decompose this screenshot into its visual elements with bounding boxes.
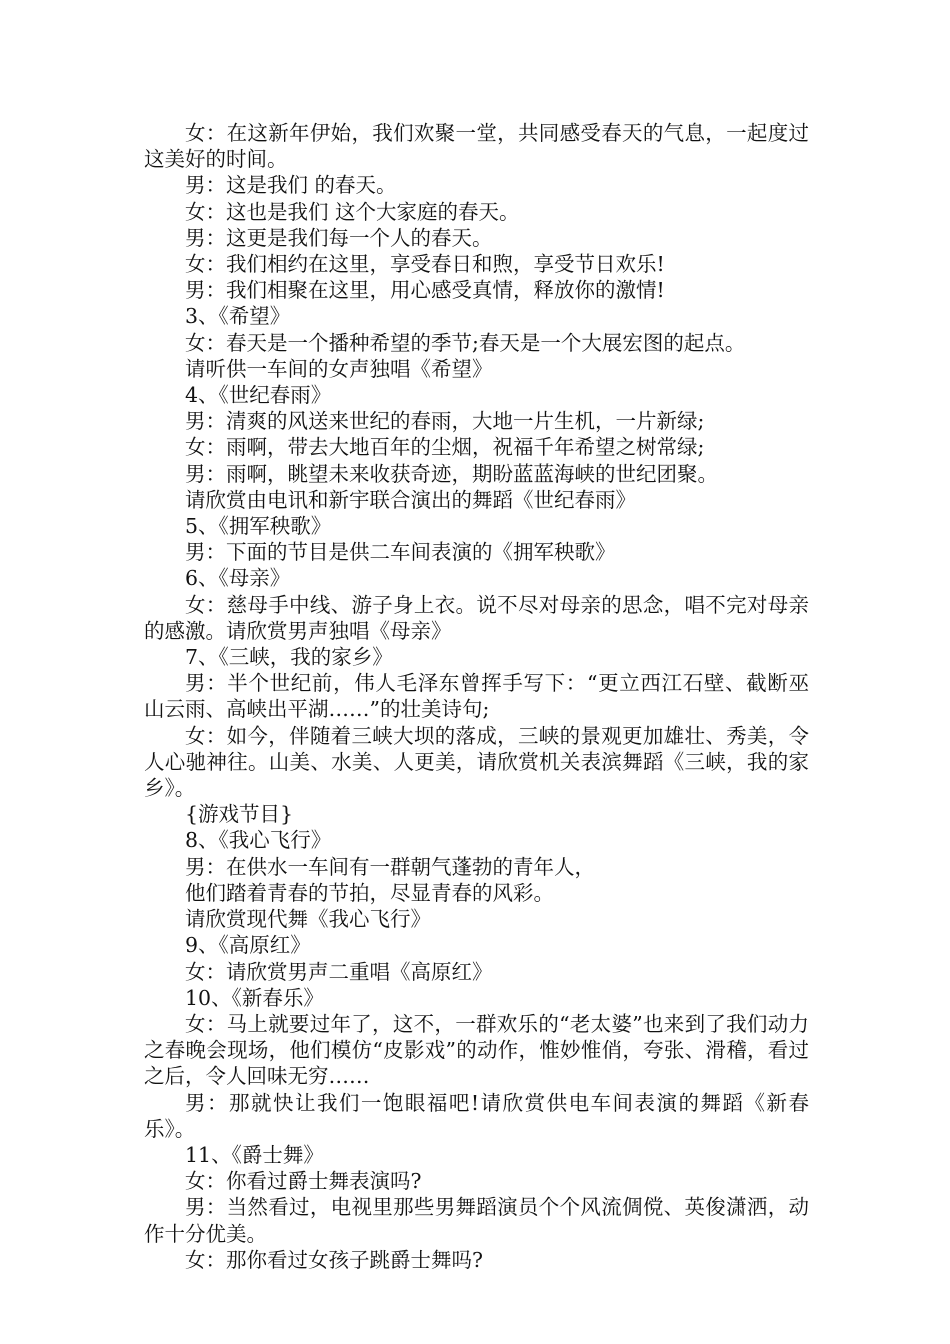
paragraph: 男：在供水一车间有一群朝气蓬勃的青年人，	[185, 854, 595, 879]
section-heading: 7、《三峡，我的家乡》	[185, 645, 393, 670]
paragraph: 男：当然看过，电视里那些男舞蹈演员个个风流倜傥、英俊潇洒，动作十分优美。	[144, 1195, 809, 1246]
section-heading: 11、《爵士舞》	[185, 1142, 324, 1167]
section-heading: 6、《母亲》	[185, 566, 291, 591]
paragraph: 女：春天是一个播种希望的季节;春天是一个大展宏图的起点。	[185, 330, 746, 355]
paragraph: 男：下面的节目是供二车间表演的《拥军秧歌》	[185, 540, 616, 565]
paragraph: 男：雨啊，眺望未来收获奇迹，期盼蓝蓝海峡的世纪团聚。	[185, 461, 718, 486]
paragraph: 男：半个世纪前，伟人毛泽东曾挥手写下：“更立西江石壁、截断巫山云雨、高峡出平湖……”的壮美诗句;	[144, 671, 809, 722]
paragraph: 女：如今，伴随着三峡大坝的落成，三峡的景观更加雄壮、秀美，令人心驰神往。山美、水美、人更美，请欣赏机关表滨舞蹈《三峡，我的家乡》。	[144, 723, 809, 801]
paragraph: 女：你看过爵士舞表演吗?	[185, 1169, 422, 1194]
section-heading: 8、《我心飞行》	[185, 828, 332, 853]
paragraph: 男：这是我们 的春天。	[185, 173, 397, 198]
paragraph: 男：清爽的风送来世纪的春雨，大地一片生机，一片新绿;	[185, 409, 705, 434]
paragraph: 女：慈母手中线、游子身上衣。说不尽对母亲的思念，唱不完对母亲的感激。请欣赏男声独唱《母亲》	[144, 592, 809, 643]
paragraph: 请欣赏由电讯和新宇联合演出的舞蹈《世纪春雨》	[185, 487, 636, 512]
section-heading: 3、《希望》	[185, 304, 291, 329]
paragraph: 女：那你看过女孩子跳爵士舞吗?	[185, 1247, 483, 1272]
paragraph: 男：那就快让我们一饱眼福吧!请欣赏供电车间表演的舞蹈《新春乐》。	[144, 1090, 809, 1141]
paragraph: 女：雨啊，带去大地百年的尘烟，祝福千年希望之树常绿;	[185, 435, 705, 460]
paragraph: 请听供一车间的女声独唱《希望》	[185, 356, 493, 381]
paragraph: 女：这也是我们 这个大家庭的春天。	[185, 199, 520, 224]
paragraph: 女：在这新年伊始，我们欢聚一堂，共同感受春天的气息，一起度过这美好的时间。	[144, 121, 809, 172]
section-heading: 5、《拥军秧歌》	[185, 514, 332, 539]
paragraph: 请欣赏现代舞《我心飞行》	[185, 907, 431, 932]
paragraph: 女：马上就要过年了，这不，一群欢乐的“老太婆”也来到了我们动力之春晚会现场，他们模仿“皮影戏”的动作，惟妙惟俏，夸张、滑稽，看过之后，令人回味无穷……	[144, 1011, 809, 1089]
paragraph: {游戏节目}	[185, 802, 294, 827]
paragraph: 女：我们相约在这里，享受春日和煦，享受节日欢乐!	[185, 252, 665, 277]
document-page	[144, 120, 809, 1273]
section-heading: 9、《高原红》	[185, 933, 311, 958]
section-heading: 4、《世纪春雨》	[185, 383, 332, 408]
paragraph: 女：请欣赏男声二重唱《高原红》	[185, 959, 493, 984]
paragraph: 男：这更是我们每一个人的春天。	[185, 225, 493, 250]
paragraph: 男：我们相聚在这里，用心感受真情，释放你的激情!	[185, 278, 665, 303]
paragraph: 他们踏着青春的节拍，尽显青春的风彩。	[185, 880, 554, 905]
section-heading: 10、《新春乐》	[185, 985, 324, 1010]
